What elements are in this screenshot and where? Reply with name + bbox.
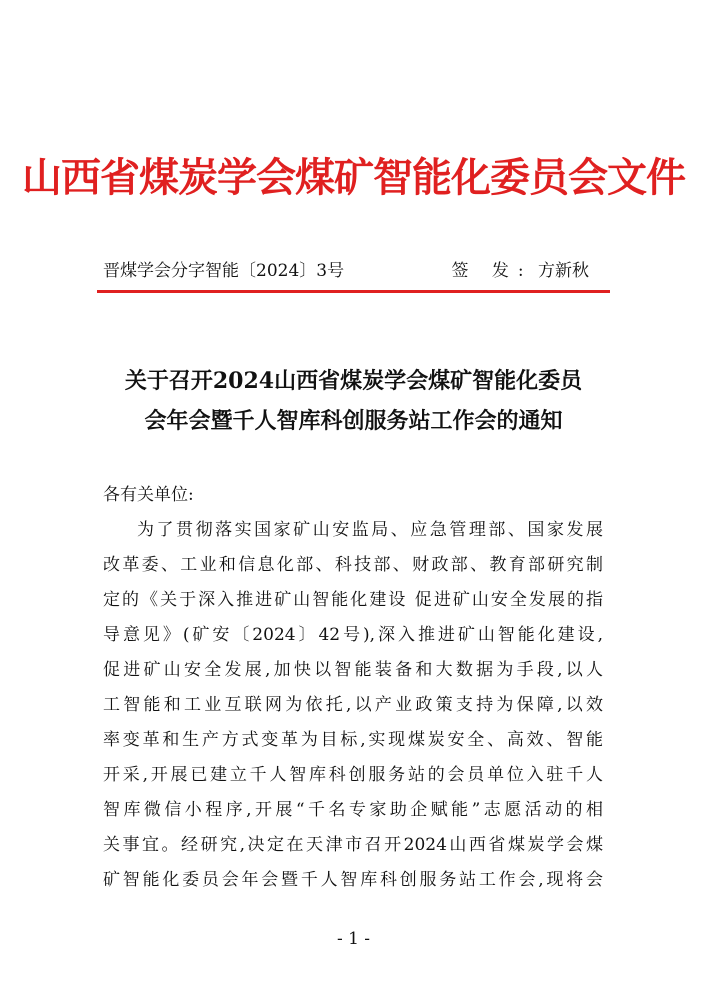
paragraph-line: 率变革和生产方式变革为目标,实现煤炭安全、高效、智能 <box>103 730 603 750</box>
paragraph-line: 工智能和工业互联网为依托,以产业政策支持为保障,以效 <box>103 695 603 715</box>
paragraph-line: 关事宜。经研究,决定在天津市召开2024山西省煤炭学会煤 <box>103 835 603 855</box>
paragraph-line: 导意见》(矿安〔2024〕42号),深入推进矿山智能化建设, <box>103 625 603 645</box>
document-meta-row <box>103 258 603 284</box>
paragraph-line: 开采,开展已建立千人智库科创服务站的会员单位入驻千人 <box>103 765 603 785</box>
salutation: 各有关单位: <box>103 485 194 505</box>
paragraph-line: 为了贯彻落实国家矿山安监局、应急管理部、国家发展 <box>137 520 603 540</box>
header-red-rule <box>97 290 610 293</box>
document-number: 晋煤学会分字智能〔2024〕3号 <box>103 261 345 281</box>
body-text <box>103 478 603 898</box>
paragraph-line: 智库微信小程序,开展“千名专家助企赋能”志愿活动的相 <box>103 800 603 820</box>
document-header-title: 山西省煤炭学会煤矿智能化委员会文件 <box>22 154 685 201</box>
notice-title-line-2: 会年会暨千人智库科创服务站工作会的通知 <box>144 408 563 434</box>
signer-label: 签 发: <box>451 261 533 281</box>
body-paragraph <box>103 513 603 898</box>
paragraph-line: 定的《关于深入推进矿山智能化建设 促进矿山安全发展的指 <box>103 590 603 610</box>
notice-title <box>0 361 707 441</box>
paragraph-line: 矿智能化委员会年会暨千人智库科创服务站工作会,现将会 <box>103 870 603 890</box>
notice-title-line-1: 关于召开2024山西省煤炭学会煤矿智能化委员 <box>124 368 583 394</box>
page-number: - 1 - <box>336 929 371 949</box>
paragraph-line: 促进矿山安全发展,加快以智能装备和大数据为手段,以人 <box>103 660 603 680</box>
signer-name: 方新秋 <box>538 261 589 281</box>
signer-block <box>451 258 589 284</box>
paragraph-line: 改革委、工业和信息化部、科技部、财政部、教育部研究制 <box>103 555 603 575</box>
